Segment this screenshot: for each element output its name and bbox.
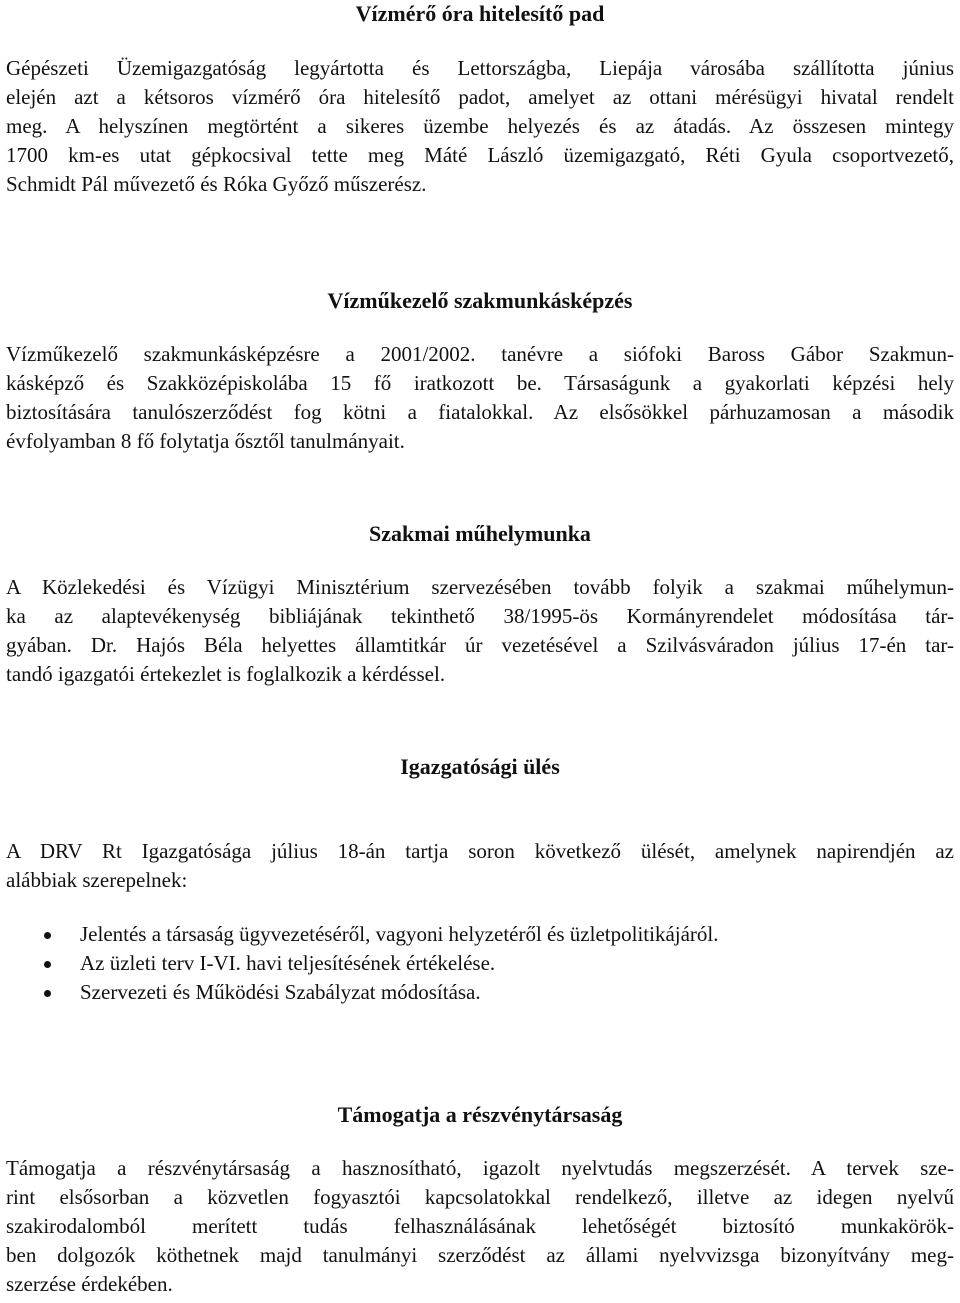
text-line: rint elsősorban a közvetlen fogyasztói kapcsolatokkal rendelkező, illetve az idegen nyelvű xyxy=(6,1185,954,1209)
section-heading: Igazgatósági ülés xyxy=(400,754,560,779)
section-heading: Vízmérő óra hitelesítő pad xyxy=(355,1,605,26)
text-line: évfolyamban 8 fő folytatja ősztől tanulmányait. xyxy=(6,429,405,453)
section-paragraph xyxy=(6,340,954,456)
section-heading: Vízműkezelő szakmunkásképzés xyxy=(327,288,633,313)
agenda-list xyxy=(6,920,954,1007)
text-line: A Közlekedési és Vízügyi Minisztérium szervezésében tovább folyik a szakmai műhelymun- xyxy=(6,575,954,599)
text-line: szerzése érdekében. xyxy=(6,1272,173,1296)
list-item xyxy=(6,920,954,949)
text-line: A DRV Rt Igazgatósága július 18-án tartja soron következő ülését, amelynek napirendjén az xyxy=(6,839,954,863)
text-line: ka az alaptevékenység bibliájának tekinthető 38/1995-ös Kormányrendelet módosítása tár- xyxy=(6,604,954,628)
text-line: Vízműkezelő szakmunkásképzésre a 2001/2002. tanévre a siófoki Baross Gábor Szakmun- xyxy=(6,342,954,366)
section-heading: Szakmai műhelymunka xyxy=(369,521,591,546)
list-item xyxy=(6,978,954,1007)
list-item xyxy=(6,949,954,978)
list-item-text: Az üzleti terv I-VI. havi teljesítésének értékelése. xyxy=(80,951,496,975)
section-szakmunkaskepzes xyxy=(6,287,954,456)
section-heading: Támogatja a részvénytársaság xyxy=(337,1102,623,1127)
text-line: 1700 km-es utat gépkocsival tette meg Máté László üzemigazgató, Réti Gyula csoportvezető, xyxy=(6,143,954,167)
text-line: alábbiak szerepelnek: xyxy=(6,868,188,892)
text-line: kásképző és Szakközépiskolába 15 fő iratkozott be. Társaságunk a gyakorlati képzési hely xyxy=(6,371,954,395)
list-item-text: Jelentés a társaság ügyvezetéséről, vagyoni helyzetéről és üzletpolitikájáról. xyxy=(80,922,719,946)
section-paragraph xyxy=(6,837,954,895)
section-paragraph xyxy=(6,54,954,199)
text-line: Schmidt Pál művezető és Róka Győző műszerész. xyxy=(6,172,427,196)
section-muhelymunka xyxy=(6,520,954,689)
bullet-icon xyxy=(44,932,51,939)
text-line: meg. A helyszínen megtörtént a sikeres üzembe helyezés és az átadás. Az összesen mintegy xyxy=(6,114,954,138)
section-paragraph xyxy=(6,573,954,689)
section-paragraph xyxy=(6,1154,954,1299)
text-line: ben dolgozók köthetnek majd tanulmányi szerződést az állami nyelvvizsga bizonyítvány meg- xyxy=(6,1243,954,1267)
text-line: gyában. Dr. Hajós Béla helyettes államtitkár úr vezetésével a Szilvásváradon július 17-én tar- xyxy=(6,633,954,657)
section-tamogatja xyxy=(6,1101,954,1299)
text-line: elején azt a kétsoros vízmérő óra hitelesítő padot, amelyet az ottani mérésügyi hivatal rendelt xyxy=(6,85,954,109)
text-line: biztosítására tanulószerződést fog kötni a fiatalokkal. Az elsősökkel párhuzamosan a második xyxy=(6,400,954,424)
text-line: szakirodalomból merített tudás felhasználásának lehetőségét biztosító munkakörök- xyxy=(6,1214,954,1238)
text-line: tandó igazgatói értekezlet is foglalkozik a kérdéssel. xyxy=(6,662,446,686)
section-vizmero xyxy=(6,0,954,199)
bullet-icon xyxy=(44,990,51,997)
text-line: Gépészeti Üzemigazgatóság legyártotta és Lettországba, Liepája városába szállította június xyxy=(6,56,954,80)
text-line: Támogatja a részvénytársaság a hasznosítható, igazolt nyelvtudás megszerzését. A tervek sze- xyxy=(6,1156,954,1180)
bullet-icon xyxy=(44,961,51,968)
section-igazgatosagi-ules xyxy=(6,753,954,1007)
list-item-text: Szervezeti és Működési Szabályzat módosítása. xyxy=(80,980,481,1004)
